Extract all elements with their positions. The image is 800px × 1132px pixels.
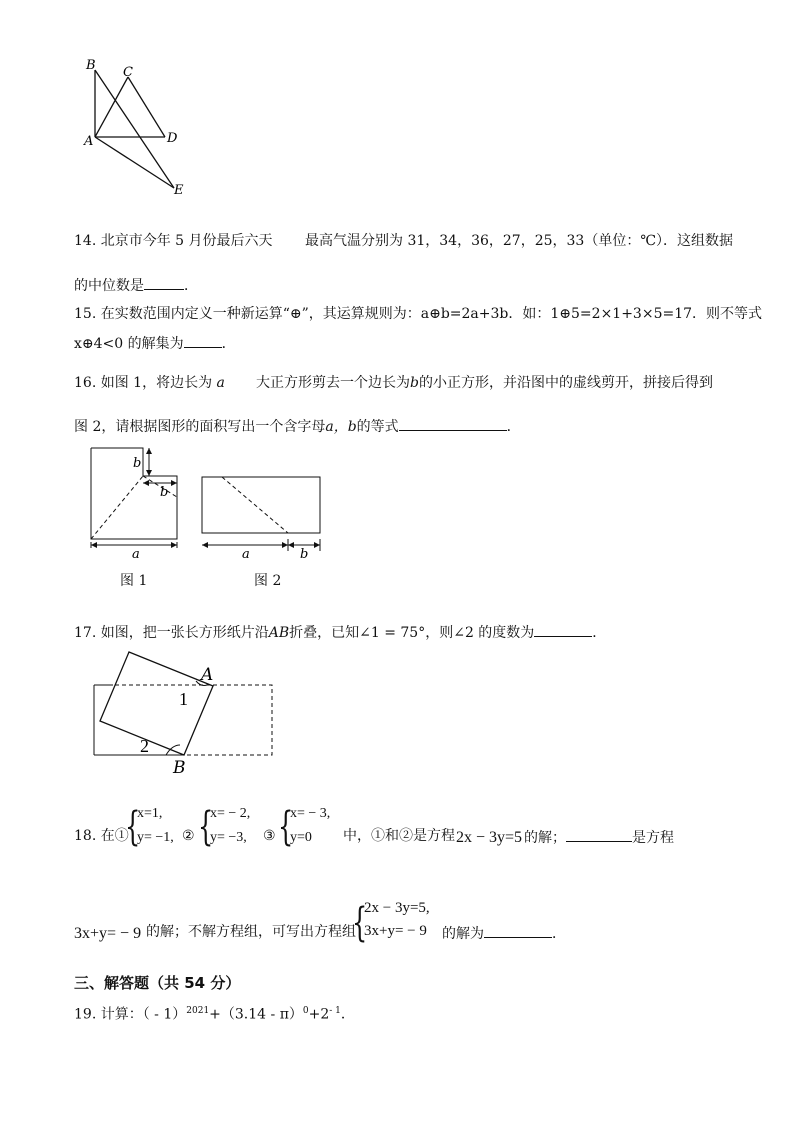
- q15-line1: 15. 在实数范围内定义一种新运算“⊕”，其运算规则为：a⊕b=2a+3b．如：1⊕5=2×1+3×5=17．则不等式: [74, 306, 763, 322]
- q14-line2: [74, 275, 198, 295]
- fig1-label-b-horizontal: b: [160, 485, 169, 500]
- q16-line1-rest: [256, 374, 713, 392]
- system-2: [210, 806, 250, 846]
- square-cut-figures-q16: [82, 442, 332, 562]
- fig2-label-a: a: [242, 547, 250, 562]
- system-2-line-2: y= −3,: [210, 830, 247, 845]
- brace-4: {: [352, 900, 368, 946]
- q19-line: [74, 1002, 355, 1024]
- system-3-line-1: x= − 3,: [290, 806, 331, 821]
- q18-eq2: 3x+y= − 9: [74, 925, 142, 942]
- q16-var-b: b: [410, 375, 419, 391]
- q18-mid-text: 中，①和②是方程: [343, 828, 455, 844]
- q16-line1: [74, 374, 225, 392]
- triangle-figure-q13: [80, 55, 200, 200]
- q19-exp-2: 0: [302, 1006, 309, 1016]
- q14-line1-a: 14. 北京市今年 5 月份最后六天: [74, 233, 273, 249]
- q18-line2-a: 的解；不解方程组，可写出方程组: [146, 924, 356, 940]
- label-D: D: [167, 131, 178, 146]
- q18-sep-2: ②: [182, 828, 195, 844]
- label-C: C: [123, 65, 133, 80]
- section-3-title: 三、解答题（共 54 分）: [74, 974, 241, 992]
- q19-part-c: +2: [308, 1006, 330, 1023]
- q15-line2: [74, 333, 236, 353]
- q16-line1-a: 16. 如图 1，将边长为: [74, 375, 213, 391]
- q19-part-b: +（3.14 - π）: [209, 1006, 303, 1023]
- label-B: B: [86, 58, 96, 73]
- label-A: A: [84, 134, 94, 149]
- q17-line: [74, 622, 606, 642]
- q15-line2-text: x⊕4<0 的解集为: [74, 336, 184, 352]
- angle-1-label: 1: [179, 689, 188, 709]
- q17-text-end: ．: [592, 625, 607, 641]
- label-E: E: [174, 183, 184, 198]
- q16-line2: [74, 416, 521, 436]
- q14-line1-b: 最高气温分别为 31，34，36，27，25，33（单位：℃）．这组数据: [305, 233, 733, 249]
- brace-3: {: [278, 804, 294, 850]
- q16-line2-end: ．: [506, 419, 521, 435]
- q14-line2-text: 的中位数是: [74, 278, 144, 294]
- system-1-line-2: y= −1,: [137, 830, 174, 845]
- answer-blank-q16[interactable]: [399, 416, 507, 431]
- q19-part-d: ．: [340, 1006, 355, 1023]
- system-4-line-1: 2x − 3y=5,: [364, 900, 430, 916]
- q18-tail: 是方程: [632, 830, 674, 846]
- q16-line2-a: 图 2，请根据图形的面积写出一个含字母: [74, 419, 326, 435]
- q17-var-ab: AB: [268, 625, 290, 641]
- q16-line2-vars: a，b: [325, 419, 357, 435]
- answer-blank-q17[interactable]: [534, 622, 592, 637]
- q18-line2-end: ．: [552, 926, 566, 942]
- q19-exp-3: - 1: [329, 1006, 341, 1016]
- folded-rectangle-figure-q17: [88, 645, 278, 780]
- q18-sep-3: ③: [263, 828, 276, 844]
- fig2-label-b: b: [300, 547, 309, 562]
- q18-prefix: 18. 在①: [74, 828, 129, 844]
- q18-mid2: [524, 827, 674, 847]
- q16-line2-b: 的等式: [356, 419, 399, 435]
- system-4: [364, 900, 430, 940]
- q18-mid2-text: 的解；: [524, 830, 566, 846]
- system-1-line-1: x=1,: [137, 806, 163, 821]
- q19-exp-1: 2021: [186, 1006, 210, 1016]
- system-1: [137, 806, 174, 846]
- q18-mid: [343, 827, 455, 845]
- q14-line2-end: ．: [184, 278, 198, 294]
- q16-line1-b: 大正方形剪去一个边长为: [256, 375, 410, 391]
- fig1-label-a: a: [132, 547, 140, 562]
- system-4-line-2: 3x+y= − 9: [364, 923, 427, 939]
- fig1-caption: 图 1: [120, 573, 148, 589]
- brace-2: {: [198, 804, 214, 850]
- q17-text-a: 17. 如图，把一张长方形纸片沿: [74, 625, 269, 641]
- system-3-line-2: y=0: [290, 830, 312, 845]
- answer-blank-q15[interactable]: [184, 333, 222, 348]
- q16-var-a: a: [216, 375, 225, 391]
- q18-eq1: 2x − 3y=5: [456, 829, 523, 846]
- system-3: [290, 806, 330, 846]
- q16-line1-c: 的小正方形，并沿图中的虚线剪开，拼接后得到: [418, 375, 713, 391]
- q15-line2-end: ．: [221, 336, 236, 352]
- label-B-q17: B: [173, 758, 186, 778]
- answer-blank-q14[interactable]: [144, 275, 184, 290]
- brace-1: {: [125, 804, 141, 850]
- q17-text-b: 折叠，已知∠1 = 75°，则∠2 的度数为: [289, 625, 535, 641]
- fig2-caption: 图 2: [254, 573, 282, 589]
- label-A-q17: A: [201, 665, 214, 685]
- system-2-line-1: x= − 2,: [210, 806, 251, 821]
- fig1-label-b-vertical: b: [133, 456, 142, 471]
- q19-part-a: 19. 计算：（ - 1）: [74, 1006, 187, 1023]
- answer-blank-q18-a[interactable]: [566, 827, 632, 842]
- answer-blank-q18-b[interactable]: [484, 923, 552, 938]
- q18-line2-b: [442, 923, 566, 943]
- q18-line2-b-text: 的解为: [442, 926, 484, 942]
- angle-2-label: 2: [140, 736, 149, 756]
